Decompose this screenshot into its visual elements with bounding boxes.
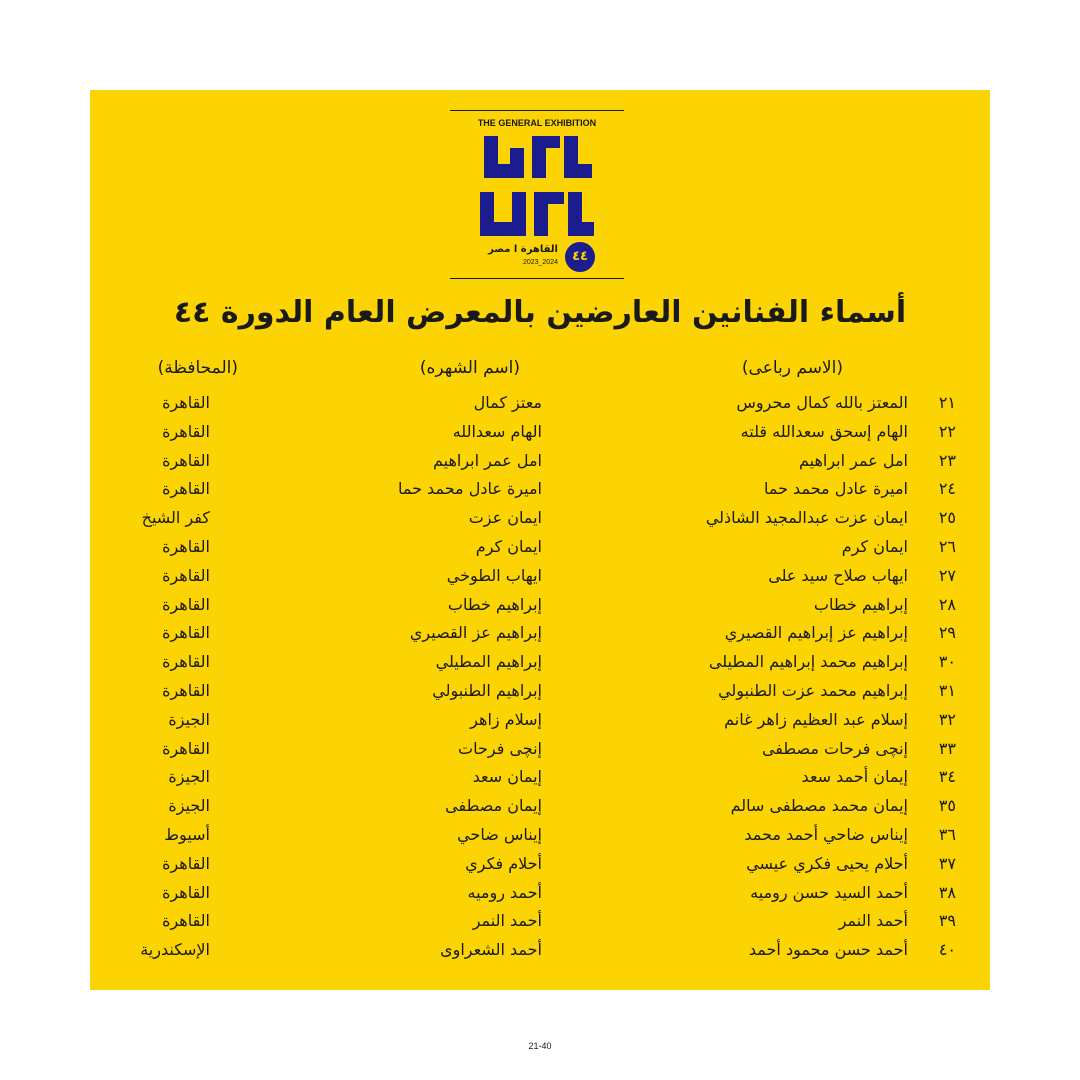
full-name: المعتز بالله كمال محروس xyxy=(736,393,908,412)
full-name: أحمد النمر xyxy=(838,911,908,931)
known-name: إبراهيم الطنبولي xyxy=(432,680,542,700)
logo-subtitle: THE GENERAL EXHIBITION xyxy=(477,118,597,128)
governorate: كفر الشيخ xyxy=(141,508,210,528)
known-name: ايمان عزت xyxy=(468,508,542,528)
edition-badge: ٤٤ xyxy=(565,242,595,272)
row-number: ٢٩ xyxy=(938,623,956,643)
table-row xyxy=(90,681,990,710)
known-name: معتز كمال xyxy=(473,393,542,412)
governorate: القاهرة xyxy=(162,421,210,441)
table-row xyxy=(90,796,990,825)
known-name: أحلام فكري xyxy=(465,853,542,873)
governorate: القاهرة xyxy=(162,853,210,873)
table-row xyxy=(90,739,990,768)
row-number: ٢٦ xyxy=(938,536,956,556)
known-name: إيمان سعد xyxy=(472,767,542,787)
known-name: اميرة عادل محمد حما xyxy=(397,479,542,499)
known-name: إبراهيم المطيلي xyxy=(435,652,542,672)
table-row xyxy=(90,652,990,681)
table-row xyxy=(90,508,990,537)
governorate: الإسكندرية xyxy=(140,940,210,960)
page-title: أسماء الفنانين العارضين بالمعرض العام الدورة ٤٤ xyxy=(173,295,907,330)
full-name: إبراهيم محمد إبراهيم المطيلى xyxy=(708,652,908,672)
known-name: أحمد الشعراوى xyxy=(440,940,542,960)
table-row xyxy=(90,566,990,595)
table-row xyxy=(90,854,990,883)
table-row xyxy=(90,479,990,508)
full-name: أحلام يحيى فكري عيسي xyxy=(746,853,908,873)
header-known-name: (اسم الشهره) xyxy=(419,358,520,378)
full-name: امل عمر ابراهيم xyxy=(798,450,908,470)
governorate: الجيزة xyxy=(168,767,210,787)
row-number: ٣٥ xyxy=(938,796,956,816)
full-name: إبراهيم عز إبراهيم القصيري xyxy=(724,623,908,643)
row-number: ٢٨ xyxy=(938,594,956,614)
governorate: القاهرة xyxy=(162,393,210,412)
table-row xyxy=(90,710,990,739)
row-number: ٢٤ xyxy=(938,479,956,499)
table-row xyxy=(90,537,990,566)
table-row xyxy=(90,940,990,969)
governorate: القاهرة xyxy=(162,565,210,585)
governorate: القاهرة xyxy=(162,882,210,902)
exhibition-logo xyxy=(450,110,624,280)
row-number: ٤٠ xyxy=(938,940,956,960)
governorate: القاهرة xyxy=(162,479,210,499)
known-name: امل عمر ابراهيم xyxy=(432,450,542,470)
table-row xyxy=(90,451,990,480)
full-name: اميرة عادل محمد حما xyxy=(763,479,908,499)
known-name: إبراهيم خطاب xyxy=(447,594,542,614)
row-number: ٣٨ xyxy=(938,882,956,902)
known-name: إبراهيم عز القصيري xyxy=(409,623,542,643)
table-row xyxy=(90,911,990,940)
row-number: ٢٧ xyxy=(938,565,956,585)
table-row xyxy=(90,393,990,422)
governorate: القاهرة xyxy=(162,536,210,556)
header-full-name: (الاسم رباعى) xyxy=(741,358,843,378)
table-row xyxy=(90,422,990,451)
governorate: الجيزة xyxy=(168,796,210,816)
full-name: أحمد السيد حسن روميه xyxy=(750,882,908,902)
full-name: إيناس ضاحي أحمد محمد xyxy=(744,824,908,844)
full-name: أحمد حسن محمود أحمد xyxy=(748,940,908,960)
full-name: إسلام عبد العظيم زاهر غانم xyxy=(724,709,908,729)
row-number: ٢٢ xyxy=(938,421,956,441)
governorate: أسيوط xyxy=(164,824,210,844)
known-name: إسلام زاهر xyxy=(470,709,542,729)
table-row xyxy=(90,595,990,624)
full-name: إيمان أحمد سعد xyxy=(801,767,908,787)
row-number: ٣٠ xyxy=(938,652,956,672)
row-number: ٢٥ xyxy=(938,508,956,528)
known-name: أحمد روميه xyxy=(467,882,542,902)
row-number: ٣٤ xyxy=(938,767,956,787)
governorate: القاهرة xyxy=(162,680,210,700)
full-name: ايهاب صلاح سيد على xyxy=(768,565,908,585)
logo-bottom-rule xyxy=(450,278,624,279)
known-name: أحمد النمر xyxy=(472,911,542,931)
governorate: القاهرة xyxy=(162,652,210,672)
full-name: إبراهيم محمد عزت الطنبولي xyxy=(718,680,908,700)
logo-years: 2023_2024 xyxy=(522,259,558,266)
row-number: ٢١ xyxy=(938,393,956,412)
row-number: ٣٦ xyxy=(938,824,956,844)
row-number: ٢٣ xyxy=(938,450,956,470)
row-number: ٣٢ xyxy=(938,709,956,729)
known-name: إنچى فرحات xyxy=(458,738,542,758)
governorate: الجيزة xyxy=(168,709,210,729)
known-name: ايهاب الطوخي xyxy=(446,565,542,585)
known-name: إيناس ضاحي xyxy=(457,824,542,844)
logo-mark-icon xyxy=(478,134,596,238)
page-number: 21-40 xyxy=(528,1041,552,1051)
artist-list xyxy=(90,393,990,969)
table-row xyxy=(90,767,990,796)
content-panel xyxy=(90,90,990,990)
known-name: الهام سعدالله xyxy=(452,421,542,441)
table-row xyxy=(90,883,990,912)
full-name: إبراهيم خطاب xyxy=(813,594,908,614)
table-row xyxy=(90,825,990,854)
full-name: ايمان عزت عبدالمجيد الشاذلي xyxy=(705,508,908,528)
governorate: القاهرة xyxy=(162,594,210,614)
table-row xyxy=(90,623,990,652)
governorate: القاهرة xyxy=(162,911,210,931)
full-name: إيمان محمد مصطفى سالم xyxy=(730,796,908,816)
governorate: القاهرة xyxy=(162,738,210,758)
row-number: ٣٩ xyxy=(938,911,956,931)
known-name: إيمان مصطفى xyxy=(445,796,542,816)
row-number: ٣١ xyxy=(938,680,956,700)
logo-city: القاهرة ا مصر xyxy=(488,244,558,255)
known-name: ايمان كرم xyxy=(475,536,542,556)
full-name: الهام إسحق سعدالله قلته xyxy=(740,421,908,441)
header-governorate: (المحافظة) xyxy=(157,358,238,378)
logo-top-rule xyxy=(450,110,624,111)
governorate: القاهرة xyxy=(162,450,210,470)
full-name: إنچى فرحات مصطفى xyxy=(761,738,908,758)
row-number: ٣٣ xyxy=(938,738,956,758)
full-name: ايمان كرم xyxy=(841,536,908,556)
row-number: ٣٧ xyxy=(938,853,956,873)
governorate: القاهرة xyxy=(162,623,210,643)
